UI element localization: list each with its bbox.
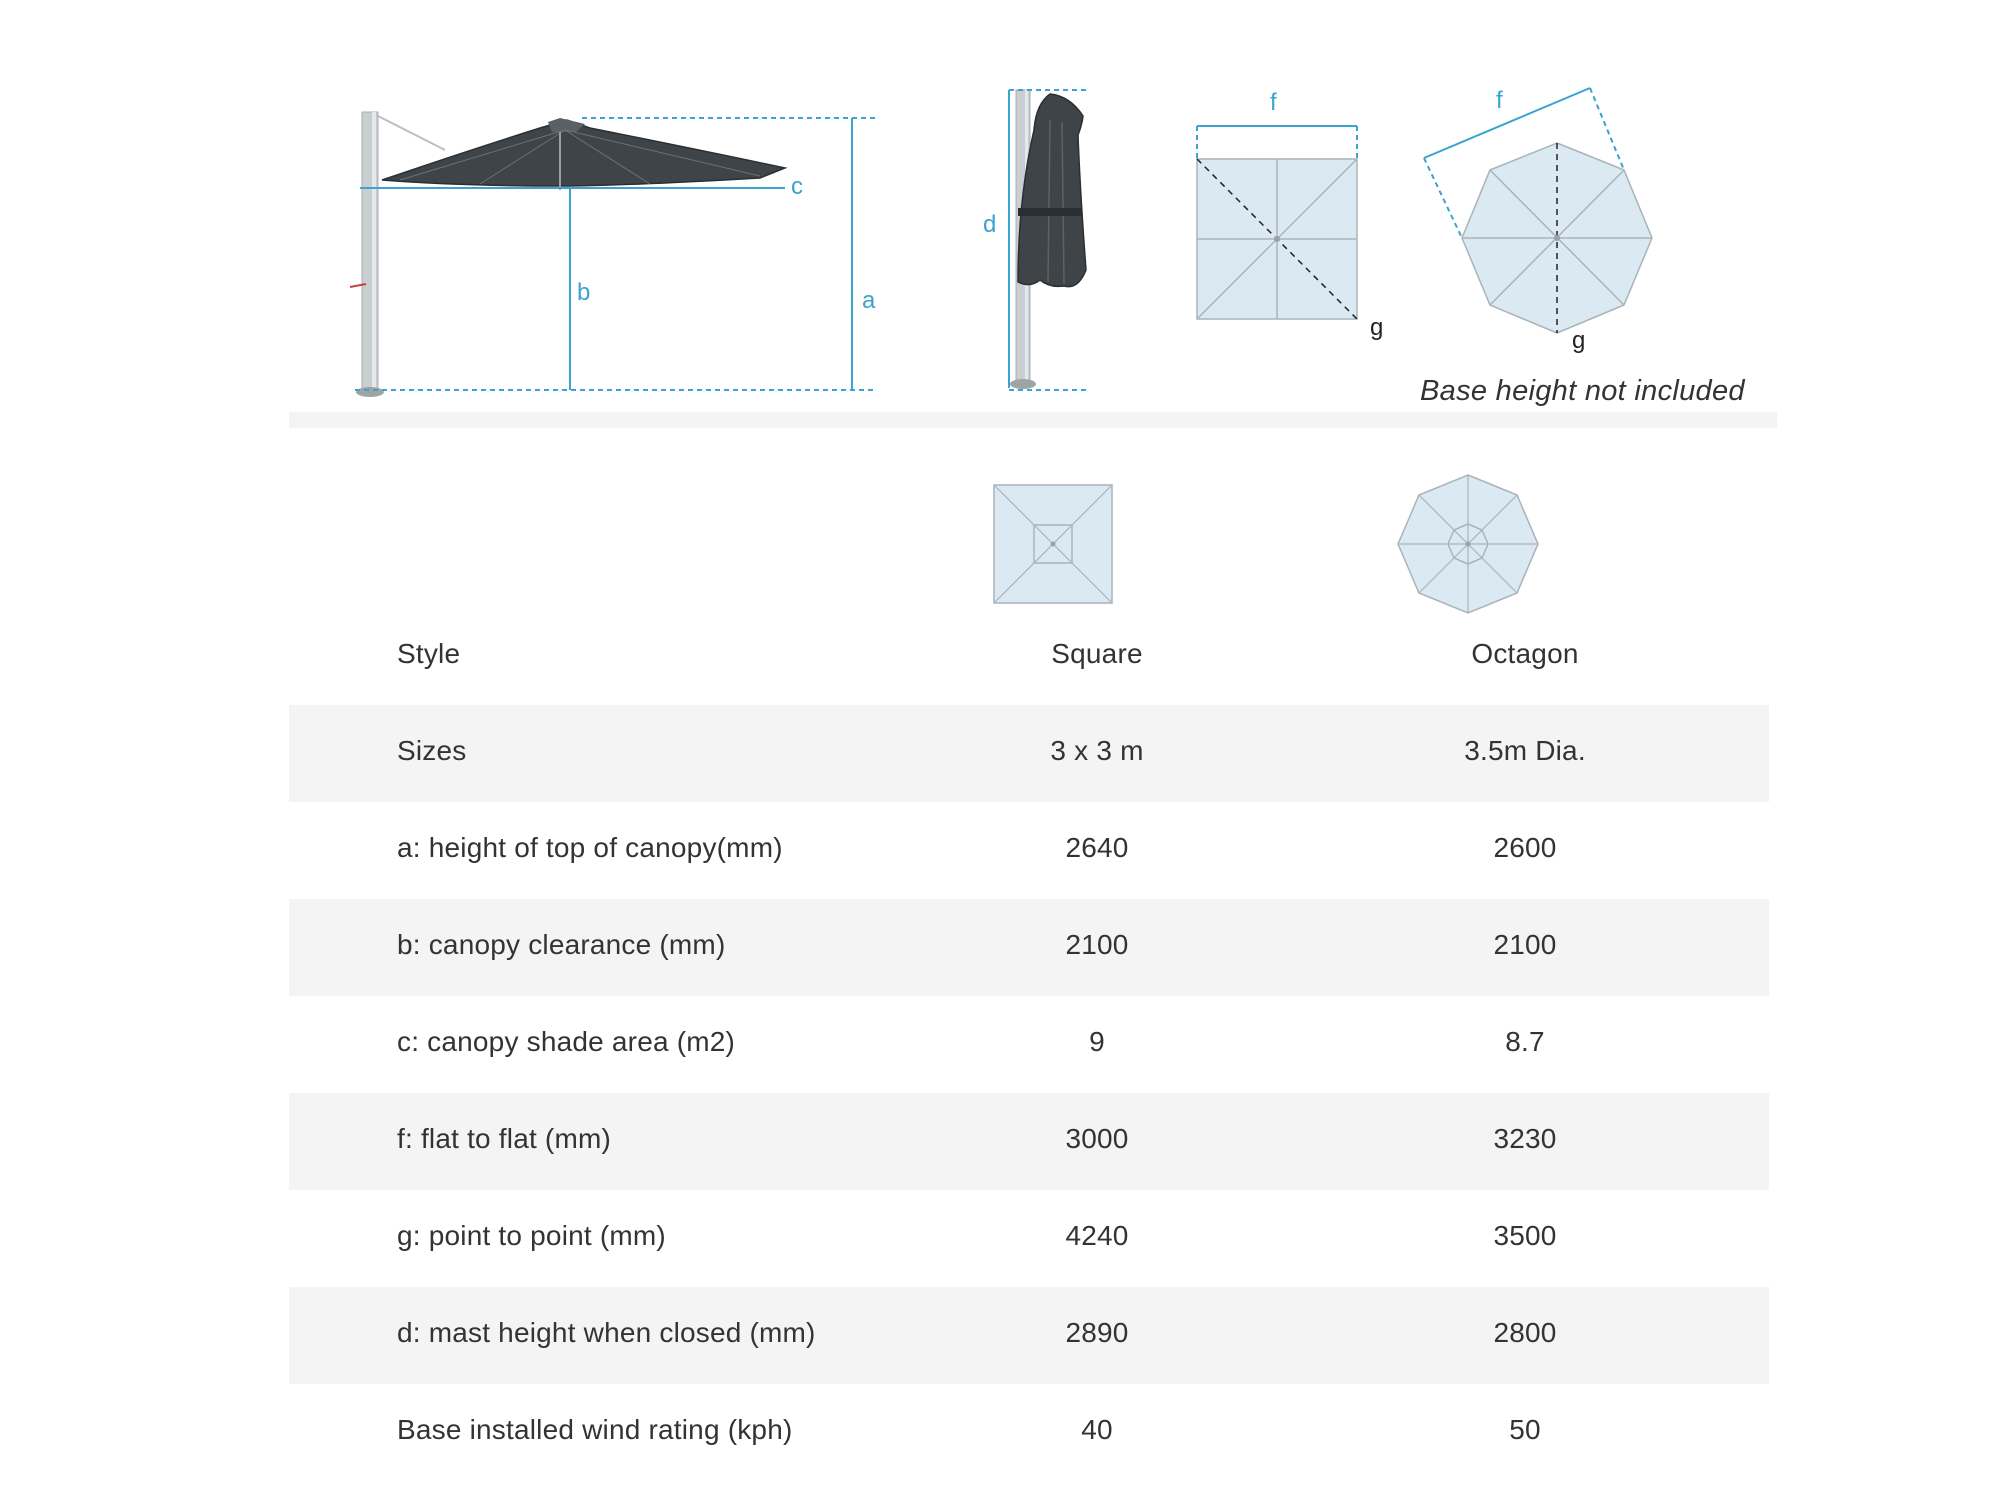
row-label: b: canopy clearance (mm) <box>397 929 726 960</box>
square-value: 2640 <box>1065 832 1129 863</box>
octagon-value: 3.5m Dia. <box>1464 735 1586 766</box>
table-row <box>289 1190 1769 1287</box>
table-row <box>289 996 1769 1093</box>
style-icons <box>0 460 2000 620</box>
octagon-value: 3500 <box>1493 1220 1557 1251</box>
style-icons-svg <box>0 460 2000 620</box>
octagon-value: 2100 <box>1493 929 1557 960</box>
table-row <box>289 1093 1769 1190</box>
square-value: 4240 <box>1065 1220 1129 1251</box>
octagon-value: 3230 <box>1493 1123 1557 1154</box>
square-value: 40 <box>1081 1414 1113 1445</box>
column-header-square: Square <box>1051 638 1143 669</box>
table-row <box>289 1384 1769 1481</box>
table-row <box>289 1287 1769 1384</box>
column-header-octagon: Octagon <box>1471 638 1579 669</box>
spec-table <box>289 705 1769 1481</box>
octagon-canopy-icon <box>1398 475 1538 613</box>
row-label: g: point to point (mm) <box>397 1220 666 1251</box>
dimension-label-c: c <box>791 173 803 200</box>
dimension-label-g: g <box>1370 314 1384 341</box>
dimension-label-b: b <box>577 279 591 306</box>
square-value: 9 <box>1089 1026 1105 1057</box>
row-label: Base installed wind rating (kph) <box>397 1414 793 1445</box>
style-label: Style <box>397 638 461 669</box>
square-value: 3 x 3 m <box>1050 735 1144 766</box>
dimension-label-f: f <box>1270 89 1277 116</box>
octagon-value: 50 <box>1509 1414 1541 1445</box>
dimension-label-d: d <box>983 211 997 238</box>
octagon-value: 2600 <box>1493 832 1557 863</box>
dimension-label-f-octagon: f <box>1496 87 1503 114</box>
table-row <box>289 802 1769 899</box>
dimension-diagrams <box>0 0 2000 460</box>
open-umbrella-illustration <box>350 112 785 397</box>
row-label: Sizes <box>397 735 467 766</box>
square-canopy-icon <box>994 485 1112 603</box>
row-label: f: flat to flat (mm) <box>397 1123 612 1154</box>
dimension-label-g-octagon: g <box>1572 327 1586 354</box>
base-height-note: Base height not included <box>1420 375 1745 407</box>
square-value: 2890 <box>1065 1317 1129 1348</box>
square-value: 2100 <box>1065 929 1129 960</box>
square-top-view <box>1197 159 1357 319</box>
table-row <box>289 705 1769 802</box>
octagon-value: 2800 <box>1493 1317 1557 1348</box>
octagon-top-view <box>1462 143 1652 333</box>
dimension-label-a: a <box>862 287 876 314</box>
octagon-value: 8.7 <box>1505 1026 1545 1057</box>
row-label: d: mast height when closed (mm) <box>397 1317 816 1348</box>
closed-umbrella-illustration <box>1010 90 1086 389</box>
square-value: 3000 <box>1065 1123 1129 1154</box>
section-divider <box>289 412 1777 428</box>
style-header-row <box>289 628 1769 684</box>
row-label: c: canopy shade area (m2) <box>397 1026 736 1057</box>
row-label: a: height of top of canopy(mm) <box>397 832 783 863</box>
table-row <box>289 899 1769 996</box>
square-dimensions <box>1197 126 1357 159</box>
